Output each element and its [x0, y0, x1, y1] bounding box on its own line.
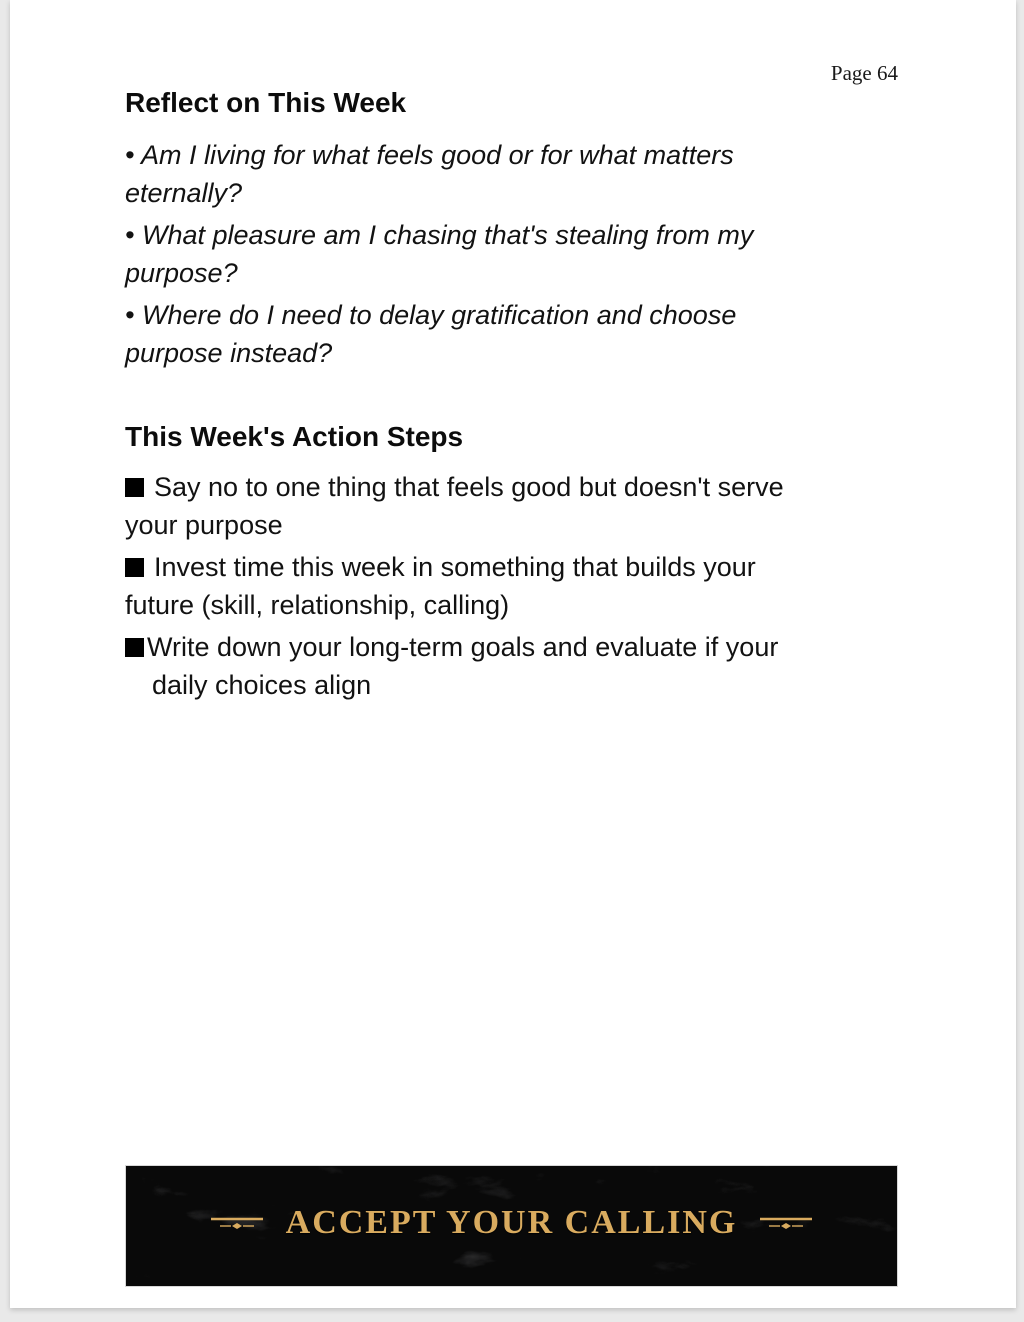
bullet-line: purpose instead? [125, 338, 333, 368]
page-number: Page 64 [830, 61, 898, 85]
reflect-bullet [125, 136, 898, 212]
action-line-text: Invest time this week in something that builds your [154, 552, 756, 582]
checkbox-icon [125, 558, 144, 577]
checkbox-icon [125, 638, 144, 657]
bullet-line: purpose? [125, 258, 238, 288]
reflect-bullet-list [125, 136, 898, 372]
winged-divider-icon [210, 1215, 264, 1231]
action-step [125, 548, 898, 624]
action-line-text: Say no to one thing that feels good but doesn't serve [154, 472, 784, 502]
reflect-bullet [125, 296, 898, 372]
action-line-text: Write down your long-term goals and evaluate if your [147, 632, 779, 662]
banner-title: ACCEPT YOUR CALLING [285, 1204, 738, 1241]
action-step [125, 468, 898, 544]
winged-divider-icon [759, 1215, 813, 1231]
action-step-list [125, 468, 898, 704]
bullet-line: • Am I living for what feels good or for what matters [125, 140, 734, 170]
action-step [125, 628, 898, 704]
action-line-text: daily choices align [152, 670, 372, 700]
reflect-bullet [125, 216, 898, 292]
banner-content [126, 1165, 897, 1283]
action-steps-heading: This Week's Action Steps [125, 421, 464, 452]
bullet-line: • Where do I need to delay gratification and choose [125, 300, 737, 330]
action-line-text: your purpose [125, 510, 283, 540]
checkbox-icon [125, 478, 144, 497]
bullet-line: eternally? [125, 178, 243, 208]
footer-banner [125, 1165, 898, 1287]
action-line-text: future (skill, relationship, calling) [125, 590, 510, 620]
page-content [10, 0, 1016, 704]
bullet-line: • What pleasure am I chasing that's stealing from my [125, 220, 754, 250]
document-page [10, 0, 1016, 1308]
reflect-heading: Reflect on This Week [125, 87, 407, 118]
